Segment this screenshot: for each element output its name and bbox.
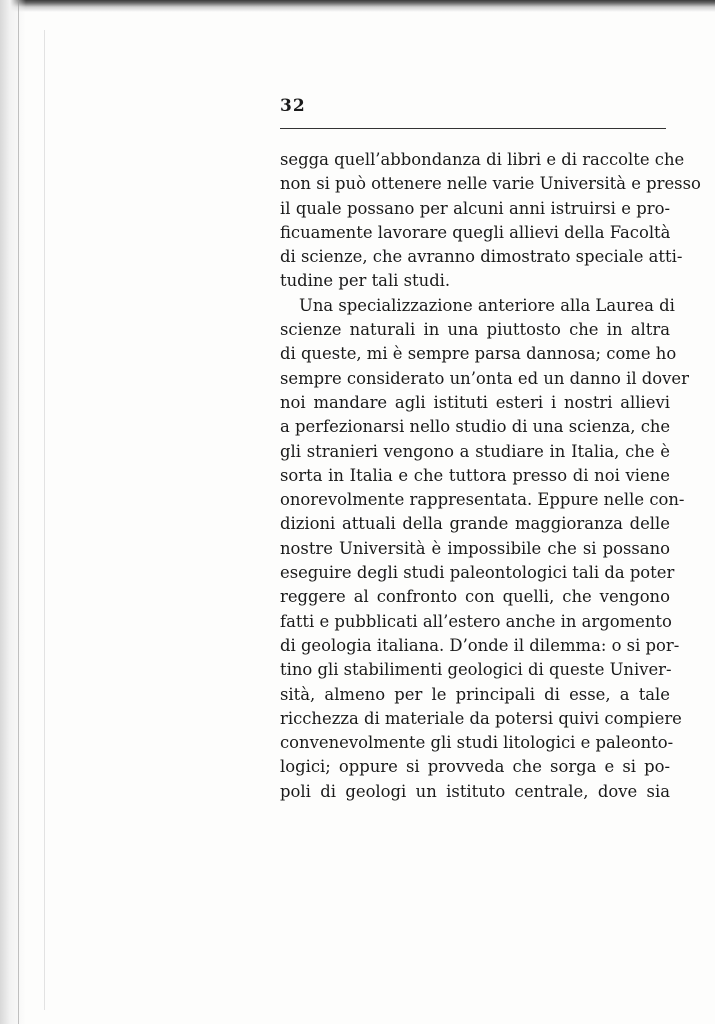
body-text <box>280 148 701 804</box>
text-line: noi mandare agli istituti esteri i nostri allievi <box>280 392 670 412</box>
text-line: eseguire degli studi paleontologici tali da poter <box>280 563 675 583</box>
text-line: il quale possano per alcuni anni istruirsi e pro- <box>280 198 670 218</box>
text-line: segga quell’abbondanza di libri e di raccolte che <box>280 150 685 169</box>
text-line: ricchezza di materiale da potersi quivi compiere <box>280 708 682 728</box>
text-line: logici; oppure si provveda che sorga e si po- <box>280 757 670 777</box>
text-line: sità, almeno per le principali di esse, a tale <box>280 684 670 704</box>
text-line: non si può ottenere nelle varie Università e presso <box>280 174 701 194</box>
text-line: gli stranieri vengono a studiare in Italia, che è <box>280 441 670 461</box>
text-line: onorevolmente rappresentata. Eppure nelle con- <box>280 490 685 510</box>
text-line: Una specializzazione anteriore alla Laurea di <box>299 295 675 315</box>
text-line: reggere al confronto con quelli, che vengono <box>280 587 670 607</box>
text-line: sorta in Italia e che tuttora presso di noi viene <box>280 465 670 485</box>
text-line: fatti e pubblicati all’estero anche in argomento <box>280 611 672 631</box>
text-line: nostre Università è impossibile che si possano <box>280 538 670 558</box>
text-line: poli di geologi un istituto centrale, dove sia <box>280 781 670 801</box>
scan-margin-line-inner <box>44 30 45 1010</box>
text-line: di queste, mi è sempre parsa dannosa; come ho <box>280 344 677 364</box>
text-line: convenevolmente gli studi litologici e paleonto- <box>280 733 674 753</box>
scan-margin-line <box>18 0 19 1024</box>
text-line: ficuamente lavorare quegli allievi della Facoltà <box>280 222 671 242</box>
header-rule <box>280 128 666 129</box>
text-line: tino gli stabilimenti geologici di queste Univer- <box>280 660 672 680</box>
text-line: scienze naturali in una piuttosto che in altra <box>280 320 670 340</box>
text-line: dizioni attuali della grande maggioranza delle <box>280 514 670 534</box>
scan-top-edge <box>0 0 715 12</box>
scan-binding-margin <box>0 0 26 1024</box>
text-line: di scienze, che avranno dimostrato speciale atti- <box>280 247 683 267</box>
page-number: 32 <box>280 96 306 116</box>
text-line: di geologia italiana. D’onde il dilemma: o si por- <box>280 635 680 655</box>
text-line: a perfezionarsi nello studio di una scienza, che <box>280 417 671 437</box>
text-line: tudine per tali studi. <box>280 271 451 291</box>
text-line: sempre considerato un’onta ed un danno il dover <box>280 368 689 388</box>
